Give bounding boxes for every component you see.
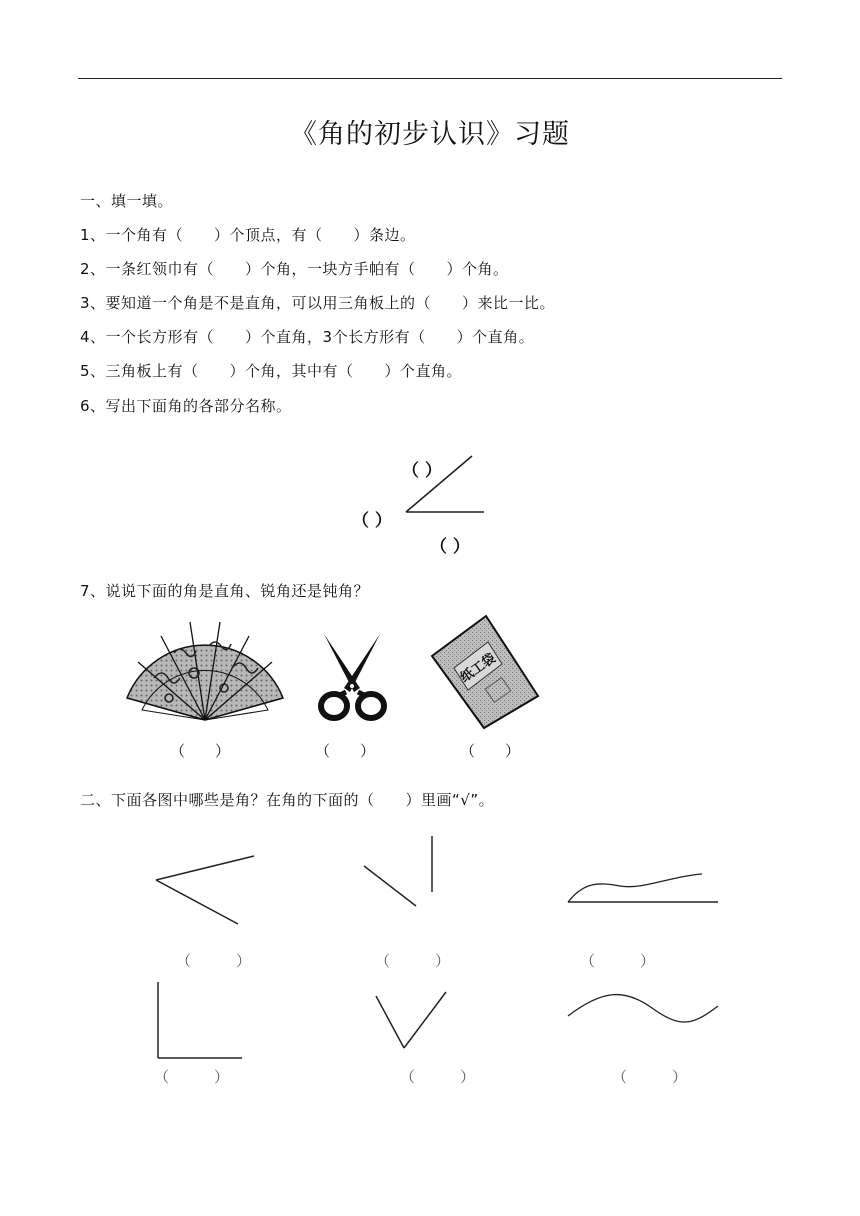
paper-bag-icon xyxy=(428,612,542,732)
section2-heading: 二、下面各图中哪些是角？在角的下面的（ ）里画“√”。 xyxy=(80,791,495,809)
section1-heading: 一、填一填。 xyxy=(80,192,174,210)
figure-5-v-angle xyxy=(370,988,454,1054)
figure-1-blank: （ ） xyxy=(176,952,252,970)
vertex-label-blank: （ ） xyxy=(352,511,392,531)
figure-6-wave-curve xyxy=(562,984,724,1030)
question-7: 7、说说下面的角是直角、锐角还是钝角？ xyxy=(80,582,370,600)
figure-6-blank: （ ） xyxy=(612,1068,688,1086)
figure-2-blank: （ ） xyxy=(375,952,451,970)
scissors-icon xyxy=(316,630,388,722)
figure-3-blank: （ ） xyxy=(580,952,656,970)
bag-label: 纸工袋 xyxy=(458,651,499,686)
question-4: 4、一个长方形有（ ）个直角，3个长方形有（ ）个直角。 xyxy=(80,328,535,346)
figure-2-separated-lines xyxy=(358,832,440,912)
folding-fan-icon xyxy=(124,618,286,726)
fan-answer-blank: （ ） xyxy=(170,742,231,760)
question-6: 6、写出下面角的各部分名称。 xyxy=(80,397,292,415)
bag-answer-blank: （ ） xyxy=(460,742,521,760)
question-1: 1、一个角有（ ）个顶点，有（ ）条边。 xyxy=(80,226,416,244)
question-3: 3、要知道一个角是不是直角，可以用三角板上的（ ）来比一比。 xyxy=(80,294,556,312)
question-5: 5、三角板上有（ ）个角，其中有（ ）个直角。 xyxy=(80,362,463,380)
scissors-answer-blank: （ ） xyxy=(315,742,376,760)
figure-4-blank: （ ） xyxy=(154,1068,230,1086)
figure-3-curve-on-line xyxy=(562,866,724,908)
figure-4-right-angle xyxy=(152,978,248,1064)
question-2: 2、一条红领巾有（ ）个角，一块方手帕有（ ）个角。 xyxy=(80,260,509,278)
page-title: 《角的初步认识》习题 xyxy=(290,119,570,150)
side-label-blank: （ ） xyxy=(402,461,442,481)
figure-5-blank: （ ） xyxy=(400,1068,476,1086)
figure-1-angle xyxy=(150,848,260,930)
side-label-blank-lower: （ ） xyxy=(430,537,470,557)
header-rule xyxy=(78,78,782,79)
